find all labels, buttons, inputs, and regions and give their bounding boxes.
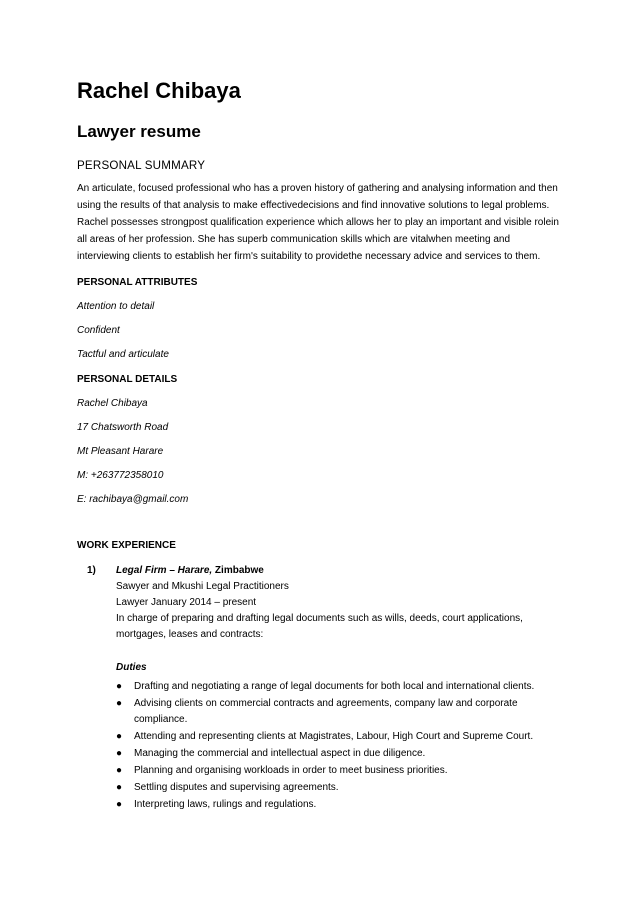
attribute-item: Tactful and articulate xyxy=(77,349,169,360)
summary-text: An articulate, focused professional who has a proven history of gathering and analysing information and then using the results of that analysis to make effectivedecisions and find innovative solutions to legal problems. Rachel possesses strongpost qualification experience which allows her to play an important and visible rolein all areas of her profession. She has superb communication skills which are vitalwhen meeting and interviewing clients to establish her firm's suitability to providethe necessary advice and services to them. xyxy=(77,183,559,262)
attributes-heading: PERSONAL ATTRIBUTES xyxy=(77,277,198,288)
detail-email: E: rachibaya@gmail.com xyxy=(77,494,189,505)
bullet-icon: ● xyxy=(116,681,123,692)
bullet-icon: ● xyxy=(116,748,123,759)
detail-address-city: Mt Pleasant Harare xyxy=(77,446,164,457)
list-item: ● Settling disputes and supervising agreements. xyxy=(116,780,565,796)
bullet-icon: ● xyxy=(116,731,123,742)
work-heading: WORK EXPERIENCE xyxy=(77,540,176,551)
attribute-item: Attention to detail xyxy=(77,301,155,312)
job-role: Lawyer January 2014 – present xyxy=(116,597,257,608)
attribute-item: Confident xyxy=(77,325,120,336)
list-item: ● Drafting and negotiating a range of legal documents for both local and international clients. xyxy=(116,679,565,695)
job-number: 1) xyxy=(87,565,96,576)
bullet-icon: ● xyxy=(116,799,123,810)
job-description: In charge of preparing and drafting legal documents such as wills, deeds, court applications, mortgages, leases and contracts: xyxy=(116,613,523,640)
details-heading: PERSONAL DETAILS xyxy=(77,374,178,385)
resume-name: Rachel Chibaya xyxy=(77,78,241,103)
list-item: ● Planning and organising workloads in order to meet business priorities. xyxy=(116,763,565,779)
list-item: ● Managing the commercial and intellectual aspect in due diligence. xyxy=(116,746,565,762)
list-item: ● Interpreting laws, rulings and regulations. xyxy=(116,797,565,813)
job-title-italic: Legal Firm – Harare, xyxy=(116,565,213,576)
job-title-country: Zimbabwe xyxy=(212,565,264,576)
list-item: ● Attending and representing clients at Magistrates, Labour, High Court and Supreme Court. xyxy=(116,729,565,745)
list-item: ● Advising clients on commercial contracts and agreements, company law and corporate compliance. xyxy=(116,698,518,725)
resume-page xyxy=(77,76,565,814)
job-title xyxy=(116,563,565,579)
job-employer: Sawyer and Mkushi Legal Practitioners xyxy=(116,581,289,592)
duties-list xyxy=(116,679,565,813)
summary-heading: PERSONAL SUMMARY xyxy=(77,159,206,172)
resume-subtitle: Lawyer resume xyxy=(77,122,201,141)
detail-name: Rachel Chibaya xyxy=(77,398,148,409)
job-entry xyxy=(77,563,565,813)
job-body xyxy=(116,563,565,813)
duties-heading: Duties xyxy=(116,662,147,673)
detail-address-street: 17 Chatsworth Road xyxy=(77,422,169,433)
bullet-icon: ● xyxy=(116,698,123,709)
detail-mobile: M: +263772358010 xyxy=(77,470,164,481)
bullet-icon: ● xyxy=(116,782,123,793)
bullet-icon: ● xyxy=(116,765,123,776)
